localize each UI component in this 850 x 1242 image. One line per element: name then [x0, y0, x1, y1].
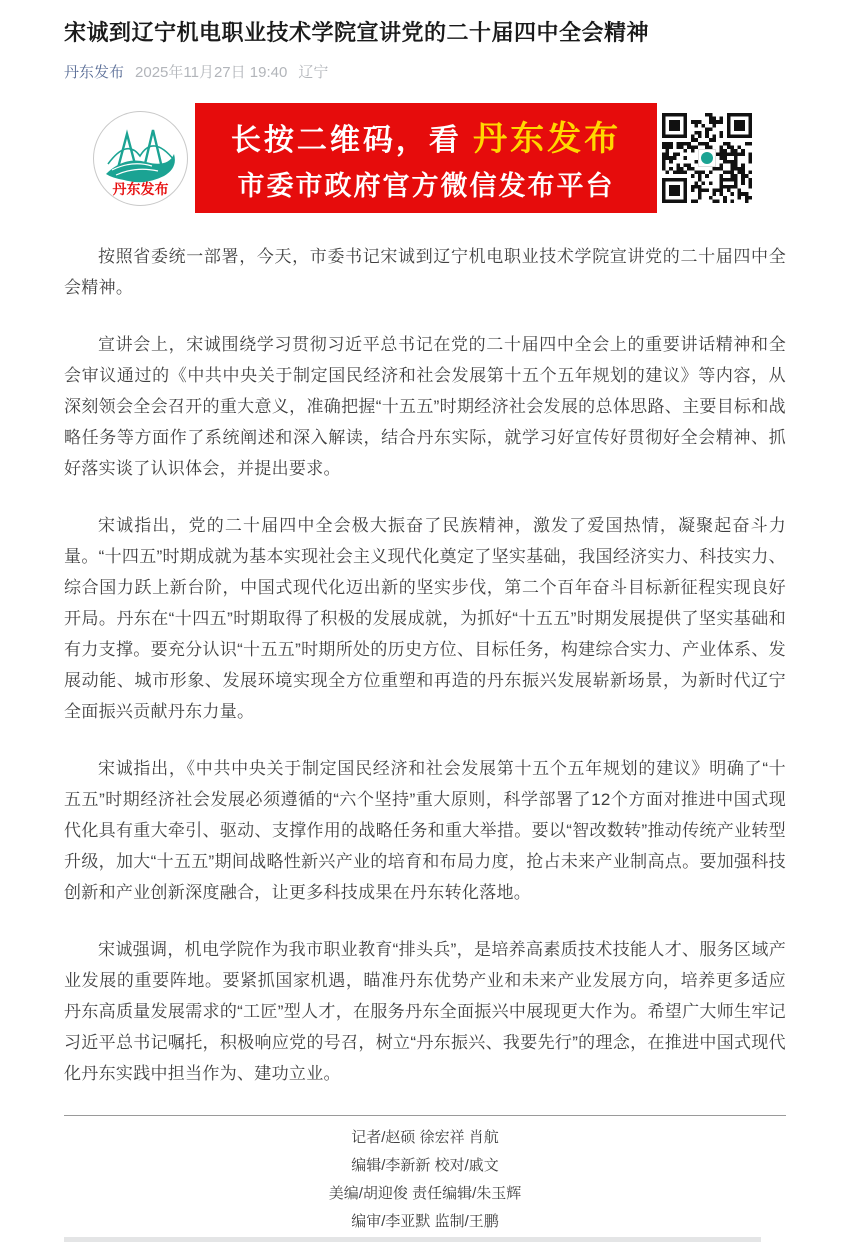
qr-center-logo-icon	[698, 149, 716, 167]
article-paragraph: 宋诚强调，机电学院作为我市职业教育“排头兵”，是培养高素质技术技能人才、服务区域产业发展的重要阵地。要紧抓国家机遇，瞄准丹东优势产业和未来产业发展方向，培养更多适应丹东高质量发展需求的“工匠”型人才，在服务丹东全面振兴中展现更大作为。希望广大师生牢记习近平总书记嘱托，积极响应党的号召，树立“丹东振兴、我要先行”的理念，在推进中国式现代化丹东实践中担当作为、建功立业。	[64, 940, 786, 1083]
banner-subline: 市委市政府官方微信发布平台	[237, 171, 615, 201]
article-paragraph: 宣讲会上，宋诚围绕学习贯彻习近平总书记在党的二十届四中全会上的重要讲话精神和全会审议通过的《中共中央关于制定国民经济和社会发展第十五个五年规划的建议》等内容，从深刻领会全会召开的重大意义，准确把握“十五五”时期经济社会发展的总体思路、主要目标和战略任务等方面作了系统阐述和深入解读，结合丹东实际，就学习好宣传好贯彻好全会精神、抓好落实谈了认识体会，并提出要求。	[64, 335, 786, 478]
qr-banner-image[interactable]	[93, 103, 757, 213]
credit-line: 编辑/李新新 校对/戚文	[351, 1157, 499, 1174]
banner-red-area	[195, 103, 657, 213]
article-title: 宋诚到辽宁机电职业技术学院宣讲党的二十届四中全会精神	[64, 20, 650, 45]
qr-code-icon[interactable]	[662, 113, 752, 203]
credits-block	[64, 1124, 786, 1236]
bridge-logo-icon	[94, 112, 187, 205]
banner-headline	[231, 111, 621, 160]
credit-line: 美编/胡迎俊 责任编辑/朱玉辉	[328, 1185, 522, 1202]
credit-line: 编审/李亚默 监制/王鹏	[351, 1213, 499, 1230]
credits-divider	[64, 1115, 786, 1116]
banner-qr-zone	[657, 103, 757, 213]
article-paragraph: 宋诚指出，《中共中央关于制定国民经济和社会发展第十五个五年规划的建议》明确了“十五五”时期经济社会发展必须遵循的“六个坚持”重大原则，科学部署了12个方面对推进中国式现代化具有重大牵引、驱动、支撑作用的战略任务和重大举措。要以“智改数转”推动传统产业转型升级，加大“十五五”期间战略性新兴产业的培育和布局力度，抢占未来产业制高点。要加强科技创新和产业创新深度融合，让更多科技成果在丹东转化落地。	[64, 759, 786, 902]
publish-date: 2025年11月27日 19:40	[135, 64, 288, 81]
banner-headline-highlight: 丹东发布	[473, 120, 622, 158]
article-meta	[64, 61, 786, 82]
article-paragraph: 按照省委统一部署，今天，市委书记宋诚到辽宁机电职业技术学院宣讲党的二十届四中全会精神。	[64, 247, 786, 297]
article-body	[64, 213, 786, 1089]
banner-headline-prefix: 长按二维码，看	[230, 124, 474, 157]
svg-text:丹东发布: 丹东发布	[112, 180, 169, 197]
next-image-edge	[64, 1237, 761, 1242]
publish-location: 辽宁	[298, 64, 329, 81]
dandong-fabu-logo	[93, 111, 188, 206]
article-paragraph: 宋诚指出，党的二十届四中全会极大振奋了民族精神，激发了爱国热情，凝聚起奋斗力量。“十四五”时期成就为基本实现社会主义现代化奠定了坚实基础，我国经济实力、科技实力、综合国力跃上新台阶，中国式现代化迈出新的坚实步伐，第二个百年奋斗目标新征程实现良好开局。丹东在“十四五”时期取得了积极的发展成就，为抓好“十五五”时期发展提供了坚实基础和有力支撑。要充分认识“十五五”时期所处的历史方位、目标任务，构建综合实力、产业体系、发展动能、城市形象、发展环境实现全方位重塑和再造的丹东振兴发展崭新场景，为新时代辽宁全面振兴贡献丹东力量。	[64, 516, 786, 721]
account-name-link[interactable]: 丹东发布	[64, 64, 125, 81]
credit-line: 记者/赵硕 徐宏祥 肖航	[351, 1129, 499, 1146]
banner-logo-zone	[93, 103, 189, 213]
